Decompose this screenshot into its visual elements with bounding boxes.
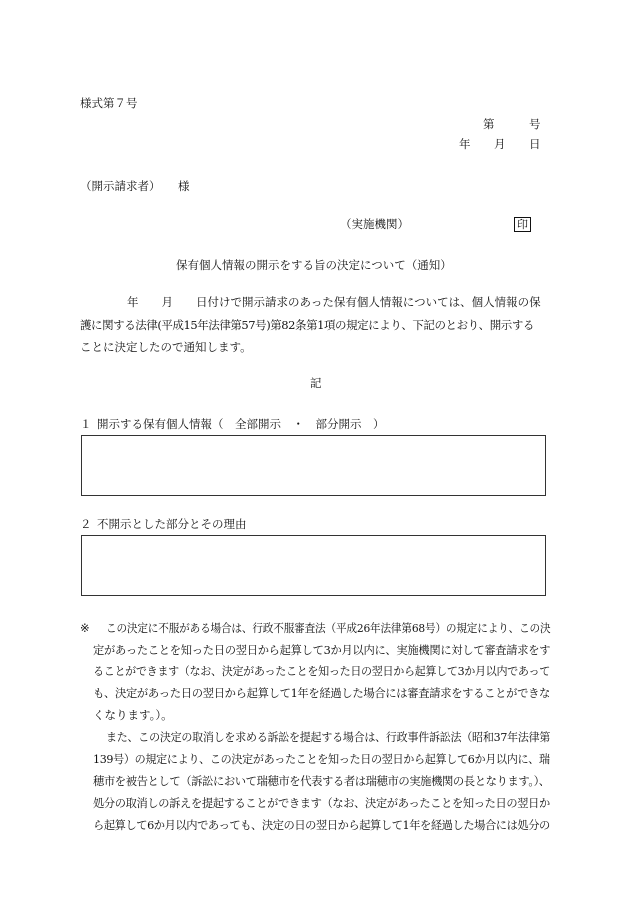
note-line: くなります。）。 bbox=[93, 708, 173, 722]
body-line: 護に関する法律(平成15年法律第57号)第82条第1項の規定により、下記のとおり、開示する bbox=[80, 318, 534, 332]
section2-box bbox=[81, 535, 546, 596]
note2-line: 穂市を被告として（訴訟において瑞穂市を代表する者は瑞穂市の実施機関の長となります。）、 bbox=[93, 774, 550, 788]
date-year: 年 bbox=[459, 137, 471, 151]
date-day: 日 bbox=[529, 137, 541, 151]
form-number: 様式第７号 bbox=[80, 96, 138, 110]
doc-number-go: 号 bbox=[529, 117, 541, 131]
note2-line: ら起算して6か月以内であっても、決定の日の翌日から起算して1年を経過した場合には処分の bbox=[93, 818, 550, 832]
ki-heading: 記 bbox=[310, 376, 322, 390]
section1-label: 開示する保有個人情報（ 全部開示 ・ 部分開示 ） bbox=[97, 417, 385, 431]
note2-line: 処分の取消しの訴えを提起することができます（なお、決定があったことを知った日の翌日か bbox=[93, 796, 550, 810]
section1-box bbox=[81, 435, 546, 496]
note-line: ることができます（なお、決定があったことを知った日の翌日から起算して3か月以内であって bbox=[93, 664, 550, 678]
note-mark: ※ bbox=[80, 621, 90, 635]
section2-number: ２ bbox=[80, 517, 92, 531]
document-title: 保有個人情報の開示をする旨の決定について（通知） bbox=[176, 258, 452, 272]
date-month: 月 bbox=[494, 137, 506, 151]
note-line: も、決定があった日の翌日から起算して1年を経過した場合には審査請求をすることができな bbox=[93, 686, 551, 700]
note-line: 定があったことを知った日の翌日から起算して3か月以内に、実施機関に対して審査請求をす bbox=[93, 643, 551, 657]
section2-label: 不開示とした部分とその理由 bbox=[97, 517, 247, 531]
body-line: ことに決定したので通知します。 bbox=[80, 340, 252, 354]
seal-stamp: 印 bbox=[514, 217, 531, 232]
note-line: この決定に不服がある場合は、行政不服審査法（平成26年法律第68号）の規定により、この決 bbox=[106, 621, 551, 635]
recipient-label: （開示請求者） bbox=[80, 179, 161, 193]
recipient-sama: 様 bbox=[178, 179, 190, 193]
seal-mark bbox=[514, 217, 531, 232]
section1-number: １ bbox=[80, 417, 92, 431]
issuer-label: （実施機関） bbox=[340, 217, 409, 231]
doc-number-dai: 第 bbox=[483, 117, 495, 131]
body-line: 年 月 日付けで開示請求のあった保有個人情報については、個人情報の保 bbox=[127, 295, 541, 309]
note2-line: 139号）の規定により、この決定があったことを知った日の翌日から起算して6か月以内に、瑞 bbox=[93, 752, 550, 766]
note2-line: また、この決定の取消しを求める訴訟を提起する場合は、行政事件訴訟法（昭和37年法律第 bbox=[106, 730, 551, 744]
